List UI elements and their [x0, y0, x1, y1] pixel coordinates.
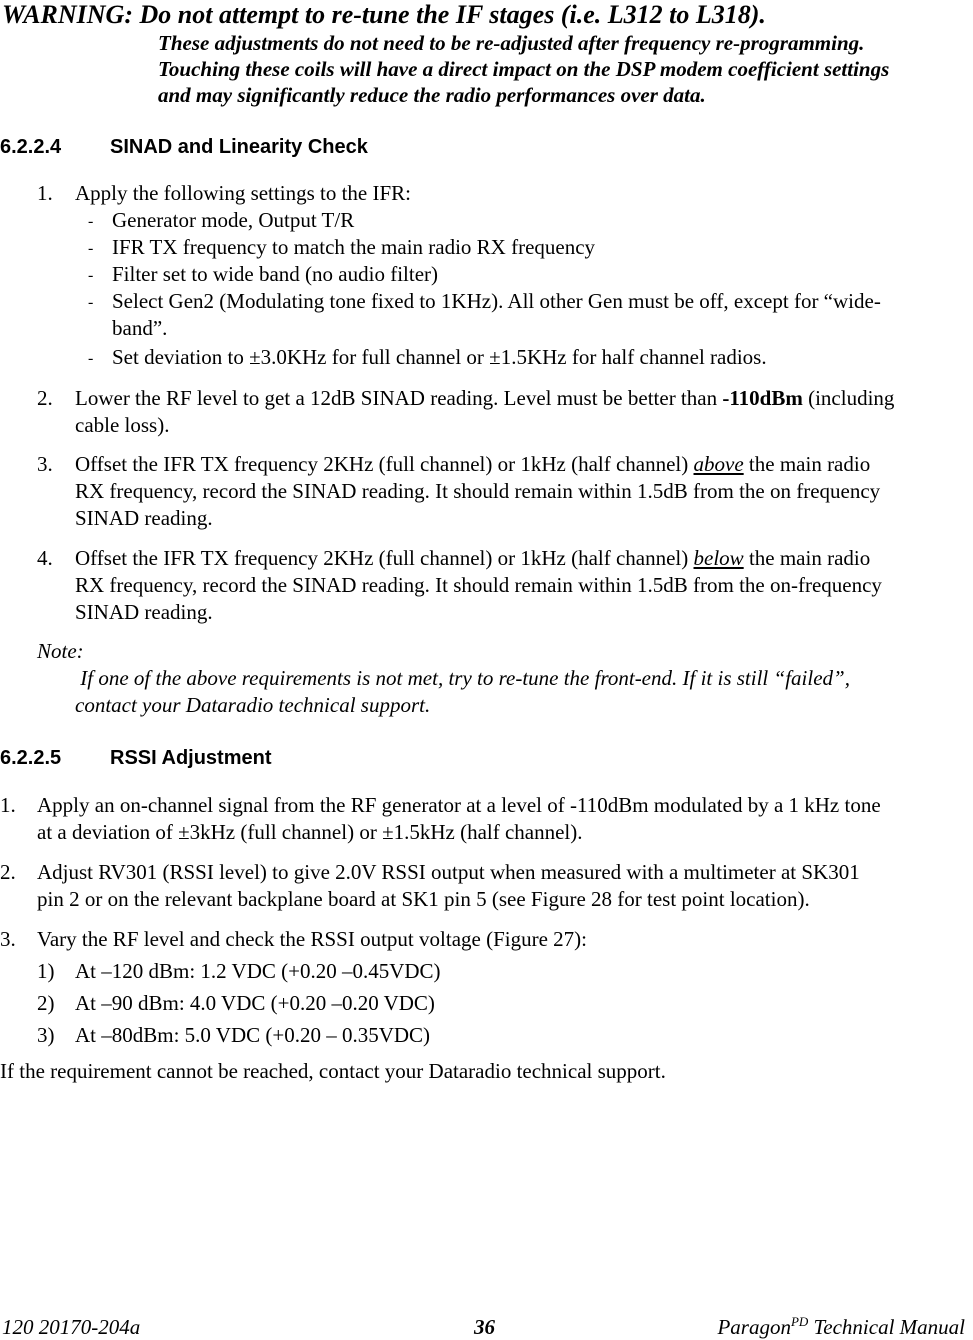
bullet-text: Set deviation to ±3.0KHz for full channel or ±1.5KHz for half channel radios. [112, 345, 767, 369]
footer-page-number: 36 [474, 1315, 495, 1339]
list-marker: 4. [37, 546, 53, 570]
bullet-text: Filter set to wide band (no audio filter) [112, 262, 439, 286]
section-number: 6.2.2.5 [0, 747, 62, 769]
note-label: Note: [37, 639, 84, 663]
closing-text: If the requirement cannot be reached, contact your Dataradio technical support. [0, 1059, 666, 1083]
dash-bullet: - [88, 240, 94, 257]
text-run: the main radio [743, 546, 871, 570]
list-item-text: at a deviation of ±3kHz (full channel) or ±1.5kHz (half channel). [37, 820, 583, 844]
sub-list-text: At –90 dBm: 4.0 VDC (+0.20 –0.20 VDC) [75, 991, 435, 1015]
list-marker: 2. [0, 860, 16, 884]
warning-line: These adjustments do not need to be re-adjusted after frequency re-programming. [158, 31, 865, 55]
text-run: (including [802, 386, 895, 410]
warning-line: and may significantly reduce the radio performances over data. [158, 83, 706, 107]
dash-bullet: - [88, 213, 94, 230]
manual-suffix: Technical Manual [808, 1315, 965, 1339]
list-item-text [75, 385, 894, 412]
sub-list-text: At –80dBm: 5.0 VDC (+0.20 – 0.35VDC) [75, 1023, 431, 1047]
list-item-text: SINAD reading. [75, 506, 213, 530]
text-run: the main radio [743, 452, 871, 476]
section-number: 6.2.2.4 [0, 136, 62, 158]
footer-manual-title [717, 1314, 965, 1340]
list-marker: 2. [37, 386, 53, 410]
list-item-text: RX frequency, record the SINAD reading. It should remain within 1.5dB from the on frequency [75, 479, 881, 503]
list-item-text [75, 545, 870, 572]
sub-list-marker: 1) [37, 959, 55, 983]
bold-value: -110dBm [722, 386, 803, 410]
list-item-text: Apply an on-channel signal from the RF generator at a level of -110dBm modulated by a 1 kHz tone [37, 793, 881, 817]
emphasis-text: above [693, 452, 744, 476]
list-item-text: Vary the RF level and check the RSSI output voltage (Figure 27): [37, 927, 587, 951]
list-item-text: Adjust RV301 (RSSI level) to give 2.0V RSSI output when measured with a multimeter at SK301 [37, 860, 860, 884]
list-item-text: pin 2 or on the relevant backplane board at SK1 pin 5 (see Figure 28 for test point location). [37, 887, 810, 911]
dash-bullet: - [88, 294, 94, 311]
manual-superscript: PD [790, 1314, 809, 1329]
sub-list-marker: 3) [37, 1023, 55, 1047]
note-text: contact your Dataradio technical support. [75, 693, 431, 717]
warning-body [158, 30, 973, 108]
section-heading-rssi [0, 746, 600, 770]
note-text: If one of the above requirements is not met, try to re-tune the front-end. If it is still “failed”, [75, 666, 850, 690]
bullet-text: band”. [112, 316, 168, 340]
sub-list-text: At –120 dBm: 1.2 VDC (+0.20 –0.45VDC) [75, 959, 441, 983]
bullet-text: Generator mode, Output T/R [112, 208, 355, 232]
text-run: Lower the RF level to get a 12dB SINAD reading. Level must be better than [75, 386, 723, 410]
section-title: RSSI Adjustment [110, 747, 272, 769]
dash-bullet: - [88, 267, 94, 284]
list-marker: 1. [37, 181, 53, 205]
list-item-text [75, 451, 870, 478]
text-run: Offset the IFR TX frequency 2KHz (full channel) or 1kHz (half channel) [75, 546, 694, 570]
section-title: SINAD and Linearity Check [110, 136, 368, 158]
list-marker: 3. [37, 452, 53, 476]
list-marker: 3. [0, 927, 16, 951]
list-item-text: SINAD reading. [75, 600, 213, 624]
text-run: Offset the IFR TX frequency 2KHz (full channel) or 1kHz (half channel) [75, 452, 694, 476]
list-item-text: cable loss). [75, 413, 170, 437]
warning-title: WARNING: Do not attempt to re-tune the IF stages (i.e. L312 to L318). [2, 0, 766, 29]
bullet-text: IFR TX frequency to match the main radio RX frequency [112, 235, 596, 259]
footer-doc-number: 120 20170-204a [2, 1315, 141, 1339]
dash-bullet: - [88, 350, 94, 367]
manual-name: Paragon [717, 1315, 791, 1339]
bullet-text: Select Gen2 (Modulating tone fixed to 1KHz). All other Gen must be off, except for “wide- [112, 289, 881, 313]
list-marker: 1. [0, 793, 16, 817]
section-heading-sinad [0, 135, 600, 159]
warning-line: Touching these coils will have a direct impact on the DSP modem coefficient settings [158, 57, 890, 81]
sub-list-marker: 2) [37, 991, 55, 1015]
list-item-text: Apply the following settings to the IFR: [75, 181, 411, 205]
emphasis-text: below [693, 546, 744, 570]
list-item-text: RX frequency, record the SINAD reading. It should remain within 1.5dB from the on-frequency [75, 573, 882, 597]
